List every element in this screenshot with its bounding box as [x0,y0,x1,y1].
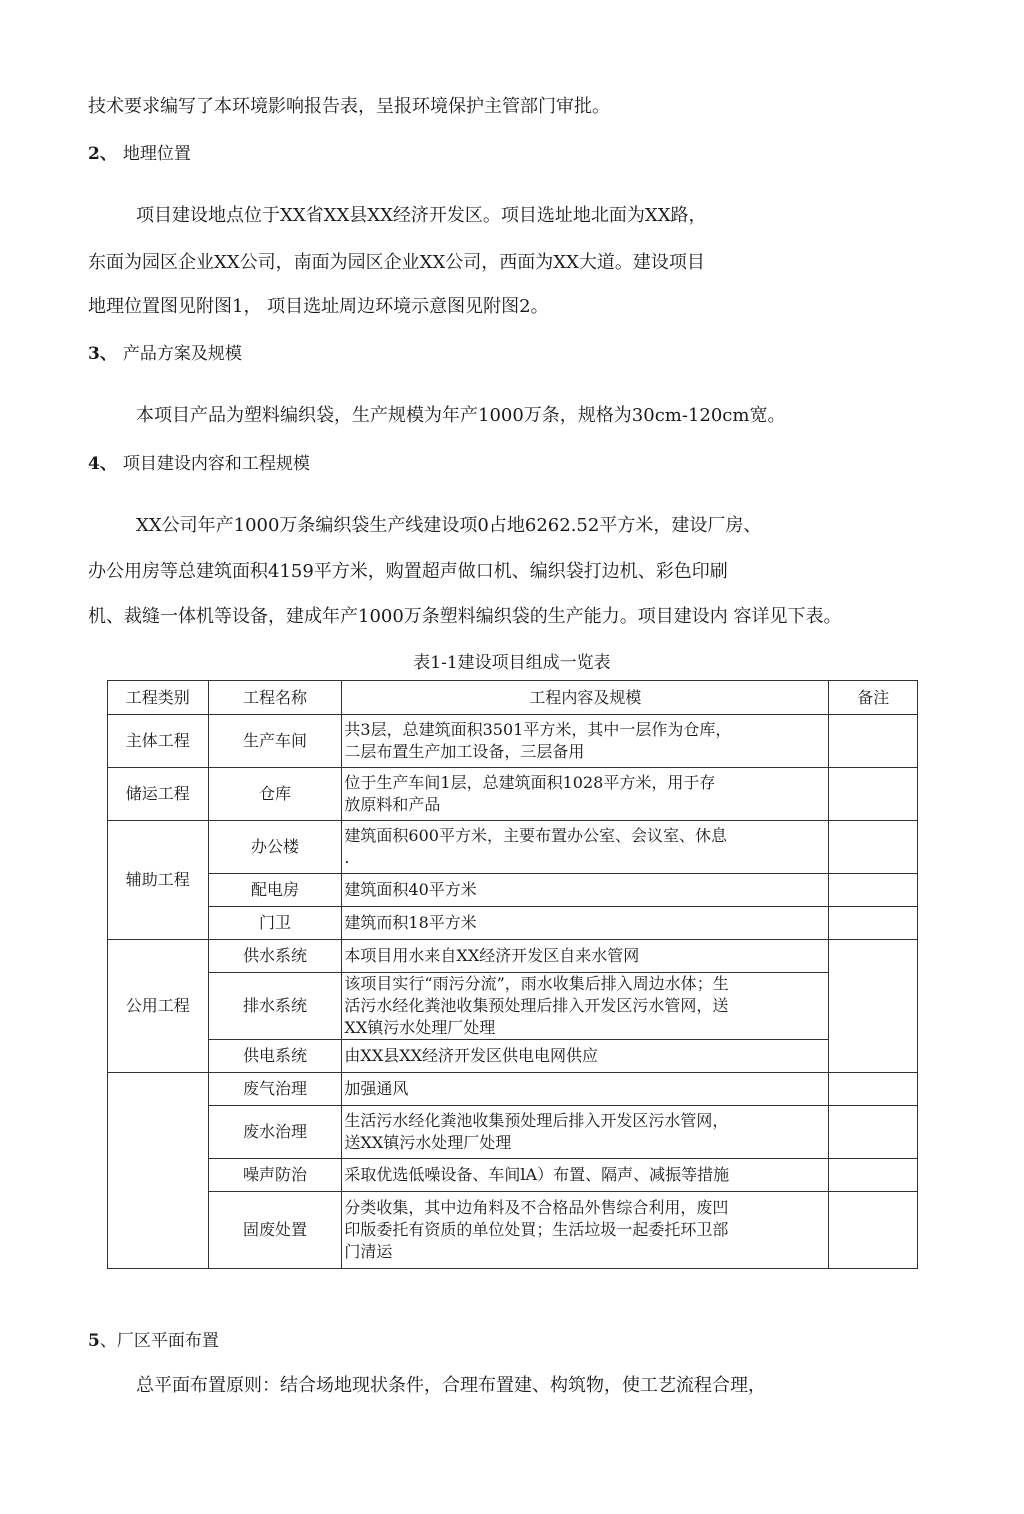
table-row [108,973,918,1040]
table-row [108,1040,918,1073]
table-row [108,1073,918,1106]
category-cell: 公用工程 [108,940,209,1073]
product-paragraph-line: 本项目产品为塑料编织袋，生产规模为年产1000万条，规格为30cm-120cm宽。 [136,405,786,426]
section-title: 、厂区平面布置 [99,1331,219,1351]
section-number: 3、 [88,344,117,364]
location-paragraph-line: 东面为园区企业XX公司，南面为园区企业XX公司，西面为XX大道。建设项目 [88,252,705,273]
section-heading-construction [88,453,310,475]
table-row [108,715,918,768]
content-cell: 由XX县XX经济开发区供电电网供应 [342,1040,829,1073]
table-row [108,1192,918,1269]
intro-paragraph-tail: 技术要求编写了本环境影响报告表，呈报环境保护主管部门审批。 [88,96,610,117]
content-cell: 采取优选低噪设备、车间lA）布置、隔声、减振等措施 [342,1159,829,1192]
note-cell [829,874,918,907]
note-cell [829,940,918,1073]
table-row [108,1106,918,1159]
table-row [108,874,918,907]
content-cell: 共3层，总建筑面积3501平方米，其中一层作为仓库， 二层布置生产加工设备，三层备用 [342,715,829,768]
name-cell: 废水治理 [208,1106,342,1159]
section-number: 5 [88,1331,100,1351]
table-row [108,940,918,973]
note-cell [829,768,918,821]
content-cell: 位于生产车间1层，总建筑面积1028平方米，用于存 放原料和产品 [342,768,829,821]
construction-paragraph-line: 办公用房等总建筑面积4159平方米，购置超声做口机、编织袋打边机、彩色印刷 [88,561,728,582]
name-cell: 供电系统 [208,1040,342,1073]
note-cell [829,907,918,940]
note-cell [829,715,918,768]
name-cell: 固废处置 [208,1192,342,1269]
header-cell: 备注 [829,681,918,715]
content-cell: 本项目用水来自XX经济开发区自来水管网 [342,940,829,973]
section-number: 2、 [88,144,117,164]
name-cell: 配电房 [208,874,342,907]
name-cell: 办公楼 [208,821,342,874]
category-cell: 辅助工程 [108,821,209,940]
header-cell: 工程名称 [208,681,342,715]
name-cell: 噪声防治 [208,1159,342,1192]
table-caption: 表1-1建设项目组成一览表 [413,653,611,673]
name-cell: 排水系统 [208,973,342,1040]
table-row [108,768,918,821]
project-composition-table [107,680,918,1269]
content-cell: 建筑面积600平方米，主要布置办公室、会议室、休息 . [342,821,829,874]
table-row [108,907,918,940]
location-paragraph-line: 地理位置图见附图1， 项目选址周边环境示意图见附图2。 [88,296,549,317]
name-cell: 生产车间 [208,715,342,768]
note-cell [829,1106,918,1159]
name-cell: 门卫 [208,907,342,940]
table-row [108,821,918,874]
header-cell: 工程类别 [108,681,209,715]
name-cell: 供水系统 [208,940,342,973]
content-cell: 分类收集，其中边角料及不合格品外售综合利用，废凹 印版委托有资质的单位处買；生活垃圾一起委托环卫部 门清运 [342,1192,829,1269]
note-cell [829,821,918,874]
content-cell: 加强通风 [342,1073,829,1106]
section-title: 地理位置 [122,144,191,164]
name-cell: 仓库 [208,768,342,821]
category-cell: 主体工程 [108,715,209,768]
section-heading-layout [88,1330,219,1352]
section-heading-product [88,343,242,365]
section-title: 产品方案及规模 [122,344,242,364]
header-cell: 工程内容及规模 [342,681,829,715]
note-cell [829,1073,918,1106]
content-cell: 该项目实行“雨污分流”，雨水收集后排入周边水体；生 活污水经化粪池收集预处理后排入开发区污水管网，送 XX镇污水处理厂处理 [342,973,829,1040]
section-number: 4、 [88,454,117,474]
construction-paragraph-line: XX公司年产1000万条编织袋生产线建设项0占地6262.52平方米，建设厂房、 [136,515,762,536]
layout-paragraph-line: 总平面布置原则：结合场地现状条件，合理布置建、构筑物，使工艺流程合理， [136,1375,766,1396]
location-paragraph-line: 项目建设地点位于XX省XX县XX经济开发区。项目选址地北面为XX路， [136,205,707,226]
section-title: 项目建设内容和工程规模 [122,454,310,474]
content-cell: 建筑面积40平方米 [342,874,829,907]
category-cell: 储运工程 [108,768,209,821]
content-cell: 建筑而积18平方米 [342,907,829,940]
note-cell [829,1192,918,1269]
name-cell: 废气治理 [208,1073,342,1106]
construction-paragraph-line: 机、裁缝一体机等设备，建成年产1000万条塑料编织袋的生产能力。项目建设内 容详见下表。 [88,606,842,627]
content-cell: 生活污水经化粪池收集预处理后排入开发区污水管网， 送XX镇污水处理厂处理 [342,1106,829,1159]
category-cell [108,1073,209,1269]
note-cell [829,1159,918,1192]
section-heading-location [88,143,191,165]
table-row [108,1159,918,1192]
table-header-row [108,681,918,715]
